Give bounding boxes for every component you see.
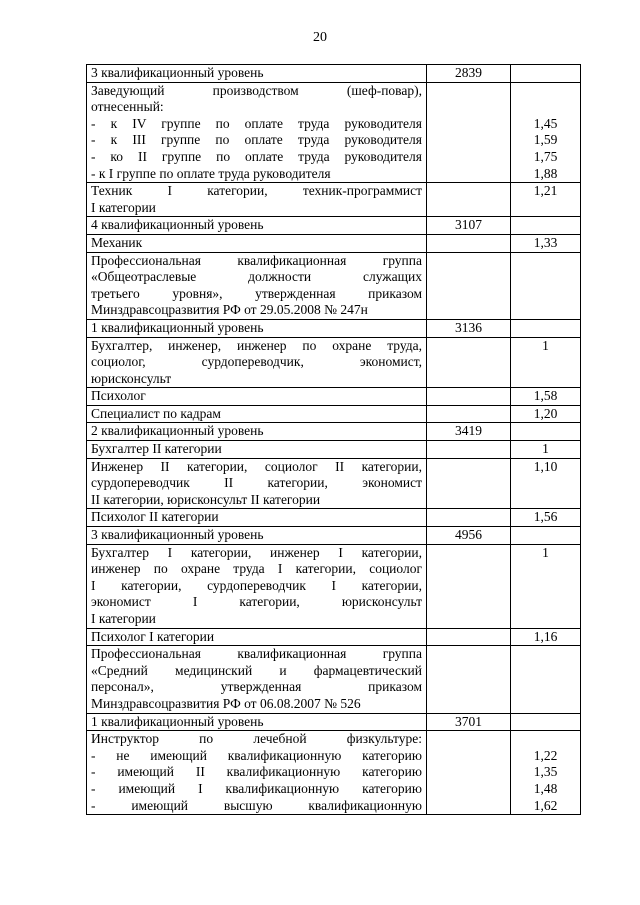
table-body [87,65,581,815]
position-name-cell [87,646,427,713]
position-name-cell [87,423,427,441]
position-name-cell [87,234,427,252]
table-row [87,183,581,217]
base-salary-cell [427,234,511,252]
position-name-line: Психолог I категории [91,628,215,644]
position-name-line: - ко II группе по оплате труда руководителя [91,148,422,164]
position-name-line: Профессиональная квалификационная группа [91,252,422,268]
base-salary-cell [427,527,511,545]
coefficient-value [515,99,576,116]
base-salary-value: 2839 [455,65,482,80]
position-name-line: Инженер II категории, социолог II категории, [91,458,422,474]
table-row [87,628,581,646]
base-salary-cell [427,646,511,713]
position-name-line: 1 квалификационный уровень [91,713,264,729]
position-name-line: Психолог II категории [91,509,219,525]
table-row [87,544,581,628]
position-name-line: Техник I категории, техник-программист [91,183,422,199]
base-salary-cell [427,458,511,509]
position-name-cell [87,65,427,83]
base-salary-value: 3701 [455,713,482,729]
coefficient-cell [511,234,581,252]
table-row [87,713,581,731]
position-name-line: Минздравсоцразвития РФ от 06.08.2007 № 526 [91,695,361,711]
position-name-cell [87,337,427,388]
position-name-cell [87,183,427,217]
coefficient-value [515,83,576,100]
table-row [87,458,581,509]
position-name-cell [87,405,427,423]
table-row [87,388,581,406]
position-name-line: инженер по охране труда I категории, социолог [91,561,422,577]
table-row [87,234,581,252]
position-name-line: социолог, сурдопереводчик, экономист, [91,354,422,370]
position-name-line: - не имеющий квалификационную категорию [91,747,422,763]
table-row [87,337,581,388]
coefficient-cell [511,527,581,545]
table-row [87,65,581,83]
coefficient-cell [511,82,581,183]
coefficient-cell [511,405,581,423]
base-salary-cell [427,337,511,388]
coefficient-value: 1,48 [533,780,558,796]
position-name-line: Бухгалтер II категории [91,441,222,457]
position-name-line: Минздравсоцразвития РФ от 29.05.2008 № 247н [91,302,368,318]
position-name-cell [87,628,427,646]
coefficient-value: 1,20 [533,405,558,421]
position-name-cell [87,527,427,545]
position-name-line: - к III группе по оплате труда руководителя [91,132,422,148]
position-name-line: - имеющий II квалификационную категорию [91,764,422,780]
coefficient-value: 1,58 [533,388,558,404]
base-salary-cell [427,65,511,83]
position-name-cell [87,458,427,509]
coefficient-cell [511,544,581,628]
base-salary-cell [427,713,511,731]
base-salary-cell [427,252,511,319]
position-name-cell [87,731,427,815]
position-name-cell [87,252,427,319]
base-salary-value: 3107 [455,217,482,233]
page-number: 20 [313,30,327,45]
coefficient-value: 1 [542,544,549,560]
coefficient-value: 1,10 [533,458,558,474]
position-name-line: Бухгалтер I категории, инженер I категории, [91,544,422,560]
base-salary-cell [427,628,511,646]
coefficient-cell [511,731,581,815]
coefficient-value: 1,59 [533,132,558,148]
coefficient-cell [511,509,581,527]
position-name-line: Механик [91,234,143,250]
coefficient-value: 1,88 [533,165,558,181]
coefficient-value: 1,56 [533,509,558,525]
position-name-line: «Общеотраслевые должности служащих [91,269,422,285]
coefficient-cell [511,217,581,235]
coefficient-cell [511,319,581,337]
position-name-line: третьего уровня», утвержденная приказом [91,285,422,301]
coefficient-value: 1,62 [533,797,558,813]
base-salary-cell [427,319,511,337]
position-name-line: «Средний медицинский и фармацевтический [91,662,422,678]
coefficient-value: 1,45 [533,115,558,131]
position-name-line: Профессиональная квалификационная группа [91,646,422,662]
base-salary-cell [427,405,511,423]
position-name-line: - имеющий I квалификационную категорию [91,780,422,796]
base-salary-cell [427,441,511,459]
coefficient-cell [511,183,581,217]
coefficient-cell [511,458,581,509]
table-row [87,423,581,441]
coefficient-value: 1,33 [533,234,558,250]
base-salary-cell [427,217,511,235]
coefficient-cell [511,423,581,441]
table-row [87,82,581,183]
position-name-cell [87,441,427,459]
coefficient-cell [511,713,581,731]
coefficient-cell [511,628,581,646]
table-row [87,527,581,545]
base-salary-value: 3136 [455,319,482,335]
coefficient-value: 1 [542,441,549,457]
coefficient-cell [511,646,581,713]
position-name-line: I категории, сурдопереводчик I категории, [91,577,422,593]
base-salary-cell [427,423,511,441]
position-name-line: юрисконсульт [91,370,172,386]
base-salary-cell [427,509,511,527]
coefficient-value [515,731,576,748]
position-name-line: 3 квалификационный уровень [91,65,264,80]
coefficient-cell [511,388,581,406]
position-name-line: персонал», утвержденная приказом [91,679,422,695]
coefficient-value: 1 [542,337,549,353]
coefficient-value: 1,75 [533,148,558,164]
base-salary-cell [427,183,511,217]
position-name-cell [87,509,427,527]
table-row [87,405,581,423]
position-name-line: Инструктор по лечебной физкультуре: [91,731,422,747]
coefficient-cell [511,337,581,388]
table-row [87,217,581,235]
table-row [87,319,581,337]
position-name-cell [87,82,427,183]
base-salary-value: 3419 [455,423,482,439]
position-name-cell [87,217,427,235]
base-salary-cell [427,731,511,815]
position-name-line: сурдопереводчик II категории, экономист [91,475,422,491]
position-name-cell [87,713,427,731]
table-row [87,731,581,815]
position-name-line: экономист I категории, юрисконсульт [91,594,422,610]
coefficient-value: 1,16 [533,628,558,644]
position-name-line: I категории [91,611,156,626]
base-salary-cell [427,82,511,183]
coefficient-cell [511,441,581,459]
coefficient-value: 1,22 [533,747,558,763]
position-name-line: 2 квалификационный уровень [91,423,264,439]
table-row [87,252,581,319]
position-name-line: - к IV группе по оплате труда руководителя [91,115,422,131]
coefficient-cell [511,65,581,83]
position-name-cell [87,319,427,337]
base-salary-cell [427,544,511,628]
coefficient-cell [511,252,581,319]
position-name-cell [87,388,427,406]
position-name-line: 4 квалификационный уровень [91,217,264,233]
position-name-line: - имеющий высшую квалификационную [91,797,422,813]
position-name-line: Бухгалтер, инженер, инженер по охране труда, [91,337,422,353]
position-name-line: I категории [91,199,156,215]
position-name-line: - к I группе по оплате труда руководителя [91,165,331,181]
table-row [87,509,581,527]
position-name-line: Заведующий производством (шеф-повар), [91,82,422,98]
table-row [87,646,581,713]
coefficient-value: 1,21 [533,183,558,199]
position-name-line: Психолог [91,388,146,404]
base-salary-value: 4956 [455,527,482,543]
position-name-line: отнесенный: [91,99,164,115]
base-salary-cell [427,388,511,406]
position-name-line: II категории, юрисконсульт II категории [91,491,321,507]
salary-coefficient-table [86,64,581,815]
position-name-line: Специалист по кадрам [91,405,221,421]
table-row [87,441,581,459]
position-name-cell [87,544,427,628]
position-name-line: 3 квалификационный уровень [91,527,264,543]
position-name-line: 1 квалификационный уровень [91,319,264,335]
coefficient-value: 1,35 [533,764,558,780]
